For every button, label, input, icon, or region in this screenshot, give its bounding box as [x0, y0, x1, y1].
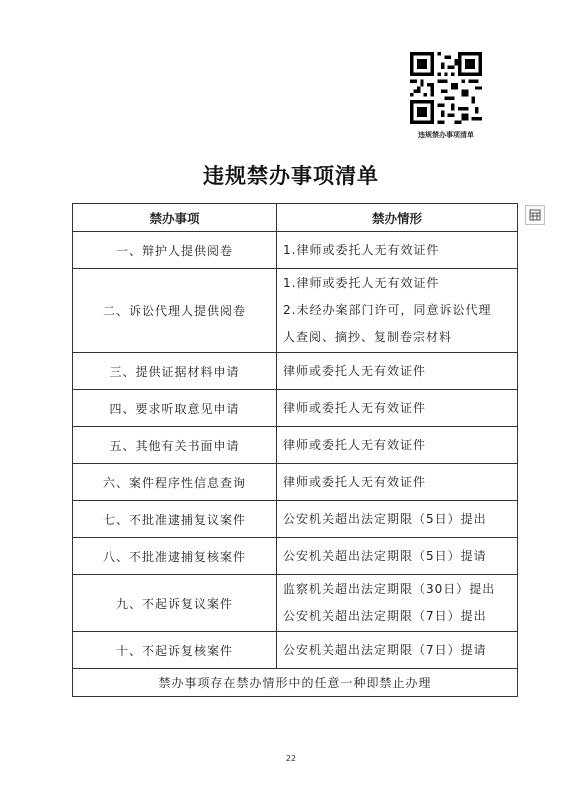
- condition-line: 公安机关超出法定期限（5日）提请: [283, 548, 487, 563]
- page-number: 22: [285, 754, 297, 763]
- table-row: [73, 390, 518, 427]
- condition-line: 律师或委托人无有效证件: [283, 437, 427, 452]
- table-row: [73, 464, 518, 501]
- table-footer-note: 禁办事项存在禁办情形中的任意一种即禁止办理: [73, 669, 518, 697]
- condition-line: 律师或委托人无有效证件: [283, 363, 427, 378]
- condition-line: 人查阅、摘抄、复制卷宗材料: [283, 330, 453, 344]
- table-row: [73, 538, 518, 575]
- row-item: 七、不批准逮捕复议案件: [73, 501, 277, 538]
- row-item: 十、不起诉复核案件: [73, 632, 277, 669]
- condition-line: 1.律师或委托人无有效证件: [283, 276, 440, 290]
- row-conditions: [277, 464, 518, 501]
- table-row: [73, 632, 518, 669]
- row-item: 五、其他有关书面申请: [73, 427, 277, 464]
- row-item: 三、提供证据材料申请: [73, 353, 277, 390]
- table-footer-row: [73, 669, 518, 697]
- table-row: [73, 501, 518, 538]
- table-header-row: [73, 204, 518, 232]
- condition-line: 律师或委托人无有效证件: [283, 474, 427, 489]
- condition-line: 监察机关超出法定期限（30日）提出: [283, 582, 496, 596]
- row-conditions: [277, 538, 518, 575]
- grid-icon: [529, 209, 541, 221]
- table-row: [73, 269, 518, 353]
- row-item: 一、辩护人提供阅卷: [73, 232, 277, 269]
- column-header-item: 禁办事项: [73, 204, 277, 232]
- row-conditions: [277, 269, 518, 353]
- row-conditions: [277, 501, 518, 538]
- row-item: 六、案件程序性信息查询: [73, 464, 277, 501]
- page-title: 违规禁办事项清单: [203, 164, 379, 188]
- row-item: 二、诉讼代理人提供阅卷: [73, 269, 277, 353]
- condition-line: 公安机关超出法定期限（5日）提出: [283, 511, 487, 526]
- condition-line: 1.律师或委托人无有效证件: [283, 242, 440, 257]
- condition-line: 律师或委托人无有效证件: [283, 400, 427, 415]
- table-row: [73, 575, 518, 632]
- row-item: 四、要求听取意见申请: [73, 390, 277, 427]
- row-conditions: [277, 575, 518, 632]
- row-item: 九、不起诉复议案件: [73, 575, 277, 632]
- table-row: [73, 353, 518, 390]
- table-widget-icon[interactable]: [525, 205, 545, 225]
- condition-line: 公安机关超出法定期限（7日）提请: [283, 642, 487, 657]
- column-header-condition: 禁办情形: [277, 204, 518, 232]
- table-row: [73, 232, 518, 269]
- qr-code: [410, 52, 482, 124]
- prohibited-items-table: [72, 203, 518, 697]
- condition-line: 公安机关超出法定期限（7日）提出: [283, 609, 487, 623]
- row-conditions: [277, 353, 518, 390]
- row-conditions: [277, 232, 518, 269]
- row-conditions: [277, 390, 518, 427]
- qr-caption: 违规禁办事项清单: [418, 131, 474, 139]
- table-row: [73, 427, 518, 464]
- condition-line: 2.未经办案部门许可，同意诉讼代理: [283, 303, 492, 317]
- row-conditions: [277, 632, 518, 669]
- row-conditions: [277, 427, 518, 464]
- row-item: 八、不批准逮捕复核案件: [73, 538, 277, 575]
